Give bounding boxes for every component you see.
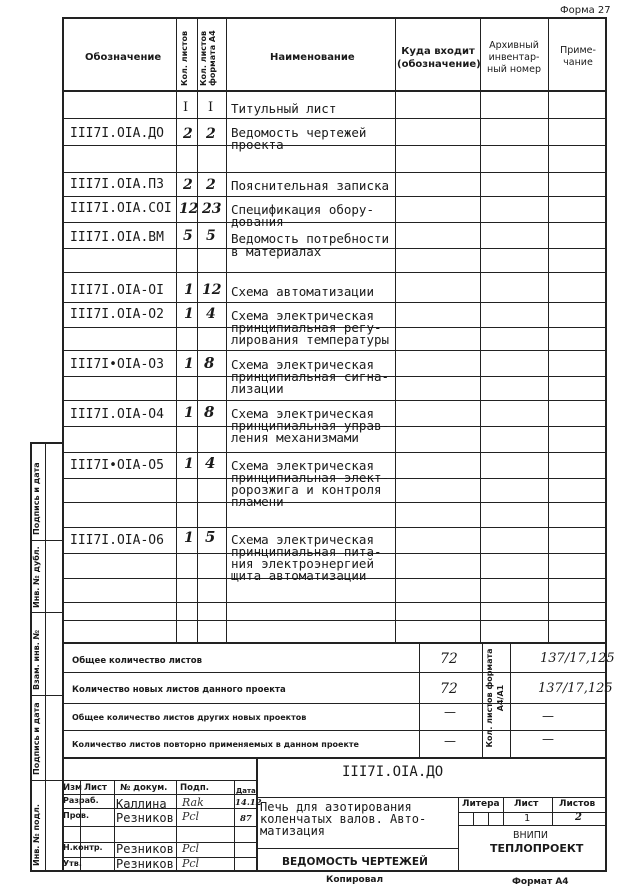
row-1-code: III7I.OIA.ДО	[70, 126, 164, 141]
tb-role-4: Утв.	[63, 859, 82, 868]
footer-format: Формат А4	[512, 877, 569, 887]
row-0-name-0: Титульный лист	[231, 101, 337, 116]
tb-date-1: 87	[240, 814, 252, 824]
margin-label-dubl: Инв. № дубл.	[32, 546, 41, 608]
row-3-name-1: дования	[231, 214, 284, 229]
row-10-name-1: принципиальная пита-	[231, 544, 382, 559]
row-10-name-3: щита автоматизации	[231, 568, 367, 583]
tb-object-name-1: коленчатых валов. Авто-	[260, 812, 427, 826]
row-4-name-0: Ведомость потребности	[231, 231, 390, 246]
row-8-name-0: Схема электрическая	[231, 406, 374, 421]
total-0-value: 72	[440, 651, 458, 667]
row-9-code: III7I•OIA-O5	[70, 458, 164, 473]
row-5-n2: 12	[202, 282, 222, 298]
row-6-n2: 4	[206, 306, 216, 322]
row-7-name-2: лизации	[231, 381, 284, 396]
tb-role-3: Н.контр.	[63, 843, 103, 852]
total-3-value-a4: —	[542, 732, 554, 746]
margin-label-vzam: Взам. инв. №	[32, 629, 41, 690]
row-5-code: III7I.OIA-OI	[70, 283, 164, 298]
tb-name-4: Резников	[116, 857, 174, 871]
row-4-name-1: в материалах	[231, 244, 322, 259]
row-1-name-1: проекта	[231, 137, 284, 152]
row-7-n1: 1	[184, 356, 194, 372]
total-2-value-a4: —	[542, 709, 554, 723]
tb-signature-0: Rak	[182, 796, 204, 809]
row-2-n2: 2	[206, 177, 216, 193]
tb-col-sign: Подп.	[180, 783, 209, 793]
header-sheets-a4: Кол. листов формата А4	[199, 30, 217, 86]
total-1-value: 72	[440, 681, 458, 697]
tb-signature-3: Pcl	[182, 842, 200, 855]
tb-name-0: Каллина	[116, 797, 167, 811]
row-10-n2: 5	[205, 528, 216, 546]
row-7-code: III7I•OIA-O3	[70, 357, 164, 372]
tb-sheet-no: 1	[524, 813, 531, 824]
row-8-code: III7I.OIA-O4	[70, 407, 164, 422]
header-designation: Обозначение	[85, 52, 162, 63]
row-7-name-0: Схема электрическая	[231, 357, 374, 372]
row-6-code: III7I.OIA-O2	[70, 307, 164, 322]
total-1-value-a4: 137/17,125	[538, 681, 613, 696]
tb-litera: Литера	[462, 799, 500, 809]
row-0-n1: I	[183, 100, 189, 115]
total-3-value: —	[444, 734, 456, 748]
header-archive-no: Архивный инвентар-ный номер	[487, 40, 541, 75]
row-9-name-2: ророзжига и контроля	[231, 482, 382, 497]
row-3-n1: 12	[179, 201, 199, 217]
row-4-n2: 5	[206, 228, 216, 244]
tb-sheet: Лист	[514, 799, 539, 809]
row-9-name-1: принципиальная элект-	[231, 470, 390, 485]
tb-date-0: 14.12	[235, 798, 262, 808]
tb-name-1: Резников	[116, 811, 174, 825]
row-9-name-3: пламени	[231, 494, 284, 509]
tb-sheets-no: 2	[575, 812, 582, 823]
row-3-n2: 23	[202, 201, 222, 217]
row-1-n1: 2	[183, 126, 193, 142]
tb-org-0: ВНИПИ	[513, 830, 549, 841]
row-3-code: III7I.OIA.COI	[70, 201, 172, 216]
row-6-name-2: лирования температуры	[231, 332, 390, 347]
tb-col-date: Дата	[236, 787, 256, 795]
row-8-n1: 1	[184, 405, 194, 421]
row-9-name-0: Схема электрическая	[231, 458, 374, 473]
tb-doc-code: III7I.OIA.ДО	[342, 764, 444, 780]
tb-role-0: Разраб.	[63, 796, 99, 805]
header-sheets-count: Кол. листов	[180, 30, 189, 86]
row-8-name-2: ления механизмами	[231, 430, 359, 445]
row-9-n1: 1	[184, 456, 194, 472]
tb-role-1: Пров.	[63, 811, 90, 820]
row-10-n1: 1	[184, 530, 194, 546]
totals-side-label: Кол. листов формата А4/А1	[485, 648, 505, 748]
row-4-n1: 5	[183, 228, 193, 244]
tb-sheets: Листов	[559, 799, 596, 809]
row-3-name-0: Спецификация обору-	[231, 202, 374, 217]
row-10-name-2: ния электроэнергией	[231, 556, 374, 571]
row-2-name-0: Пояснительная записка	[231, 178, 390, 193]
total-2-label: Общее количество листов других новых проектов	[72, 713, 307, 722]
row-8-name-1: принципиальная управ-	[231, 418, 390, 433]
tb-org-1: ТЕПЛОПРОЕКТ	[490, 842, 584, 855]
total-1-label: Количество новых листов данного проекта	[72, 685, 286, 695]
row-2-n1: 2	[183, 177, 193, 193]
tb-doc-title: ВЕДОМОСТЬ ЧЕРТЕЖЕЙ	[282, 856, 428, 868]
row-9-n2: 4	[205, 454, 216, 472]
total-2-value: —	[444, 705, 456, 719]
row-7-name-1: принципиальная сигна-	[231, 369, 390, 384]
row-1-name-0: Ведомость чертежей	[231, 125, 367, 140]
tb-signature-1: Pcl	[182, 810, 200, 823]
header-where-used: Куда входит (обозначение)	[397, 46, 481, 70]
row-6-name-1: принципиальная регу-	[231, 320, 382, 335]
row-10-code: III7I.OIA-O6	[70, 533, 164, 548]
row-0-n2: I	[208, 100, 214, 115]
row-2-code: III7I.OIA.ПЗ	[70, 177, 164, 192]
tb-col-izm: Изм	[63, 783, 83, 793]
header-note: Приме-чание	[560, 45, 596, 68]
footer-copied: Копировал	[326, 875, 384, 885]
form-label: Форма 27	[560, 5, 611, 16]
total-0-label: Общее количество листов	[72, 656, 202, 666]
row-6-name-0: Схема электрическая	[231, 308, 374, 323]
tb-signature-4: Pcl	[182, 857, 200, 870]
margin-label-sign-date: Подпись и дата	[32, 702, 41, 775]
tb-name-3: Резников	[116, 842, 174, 856]
row-7-n2: 8	[204, 354, 215, 372]
row-8-n2: 8	[204, 403, 215, 421]
margin-label-sign-date-top: Подпись и дата	[32, 462, 41, 535]
row-5-name-0: Схема автоматизации	[231, 284, 374, 299]
total-0-value-a4: 137/17,125	[540, 651, 615, 666]
tb-col-list: Лист	[84, 783, 107, 793]
row-1-n2: 2	[206, 126, 216, 142]
margin-label-inv-podl: Инв. № подл.	[32, 804, 41, 866]
row-5-n1: 1	[184, 282, 194, 298]
tb-col-doc: № докум.	[120, 783, 168, 793]
total-3-label: Количество листов повторно применяемых в данном проекте	[72, 740, 359, 749]
row-6-n1: 1	[184, 306, 194, 322]
row-4-code: III7I.OIA.BM	[70, 230, 164, 245]
row-10-name-0: Схема электрическая	[231, 532, 374, 547]
tb-object-name-0: Печь для азотирования	[260, 800, 412, 814]
tb-object-name-2: матизация	[260, 824, 326, 838]
header-name: Наименование	[270, 52, 355, 63]
